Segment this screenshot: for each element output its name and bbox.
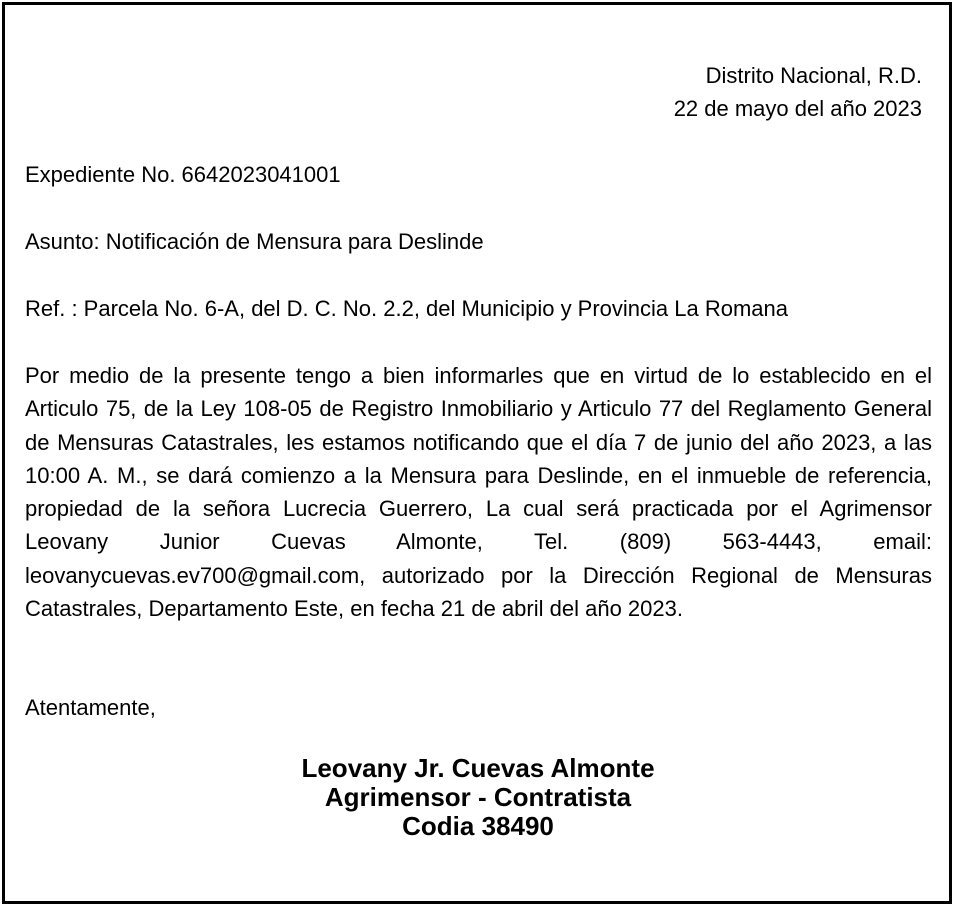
body-paragraph: Por medio de la presente tengo a bien informarles que en virtud de lo establecido en el Articulo 75, de la Ley 108-05 de Registro Inmobiliario y Articulo 77 del Reglamento General de Mensuras Catastrales, les estamos notificando que el día 7 de junio del año 2023, a las 10:00 A. M., se dará comienzo a la Mensura para Deslinde, en el inmueble de referencia, propiedad de la señora Lucrecia Guerrero, La cual será practicada por el Agrimensor Leovany Junior Cuevas Almonte, Tel. (809) 563-4443, email: leovanycuevas.ev700@gmail.com, autorizado por la Dirección Regional de Mensuras Catastrales, Departamento Este, en fecha 21 de abril del año 2023. (25, 363, 932, 622)
location-line: Distrito Nacional, R.D. (705, 63, 922, 88)
signature-title: Agrimensor - Contratista (324, 782, 632, 812)
signature-name: Leovany Jr. Cuevas Almonte (301, 753, 655, 783)
closing-line: Atentamente, (25, 695, 156, 720)
signature-codia: Codia 38490 (402, 811, 554, 841)
asunto-line: Asunto: Notificación de Mensura para Deslinde (25, 229, 484, 254)
document-frame (2, 2, 952, 904)
reference-line: Ref. : Parcela No. 6-A, del D. C. No. 2.2, del Municipio y Provincia La Romana (25, 296, 789, 321)
expediente-line: Expediente No. 6642023041001 (25, 162, 341, 187)
date-line: 22 de mayo del año 2023 (673, 96, 922, 121)
